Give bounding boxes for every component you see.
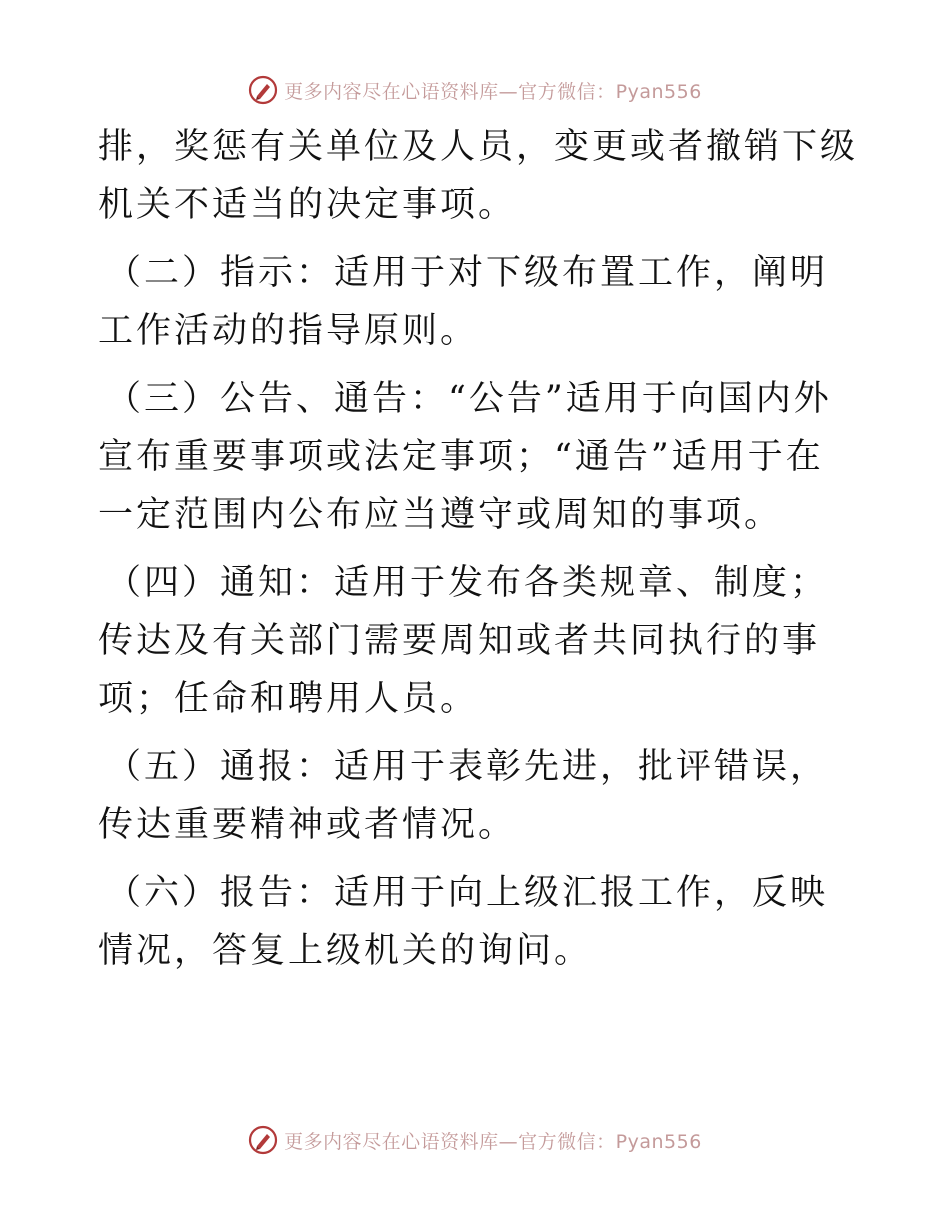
watermark-text: 更多内容尽在心语资料库—官方微信：Pyan556 — [284, 1130, 702, 1153]
paragraph-notice: （四）通知：适用于发布各类规章、制度；传达及有关部门需要周知或者共同执行的事项；任命和聘用人员。 — [98, 563, 829, 719]
footer-watermark — [0, 1120, 950, 1160]
header-watermark — [0, 70, 950, 110]
paragraph-bulletin: （五）通报：适用于表彰先进，批评错误，传达重要精神或者情况。 — [98, 747, 829, 845]
paragraph-directive: （二）指示：适用于对下级布置工作，阐明工作活动的指导原则。 — [98, 253, 829, 351]
paragraph-continuation: 排，奖惩有关单位及人员，变更或者撤销下级机关不适当的决定事项。 — [98, 127, 859, 225]
paragraph-report: （六）报告：适用于向上级汇报工作，反映情况，答复上级机关的询问。 — [98, 873, 829, 971]
document-body — [98, 118, 858, 990]
pen-logo-icon — [248, 75, 278, 105]
paragraph-announcement: （三）公告、通告：“公告”适用于向国内外宣布重要事项或法定事项；“通告”适用于在一定范围内公布应当遵守或周知的事项。 — [98, 379, 832, 535]
watermark-text: 更多内容尽在心语资料库—官方微信：Pyan556 — [284, 80, 702, 103]
pen-logo-icon — [248, 1125, 278, 1155]
